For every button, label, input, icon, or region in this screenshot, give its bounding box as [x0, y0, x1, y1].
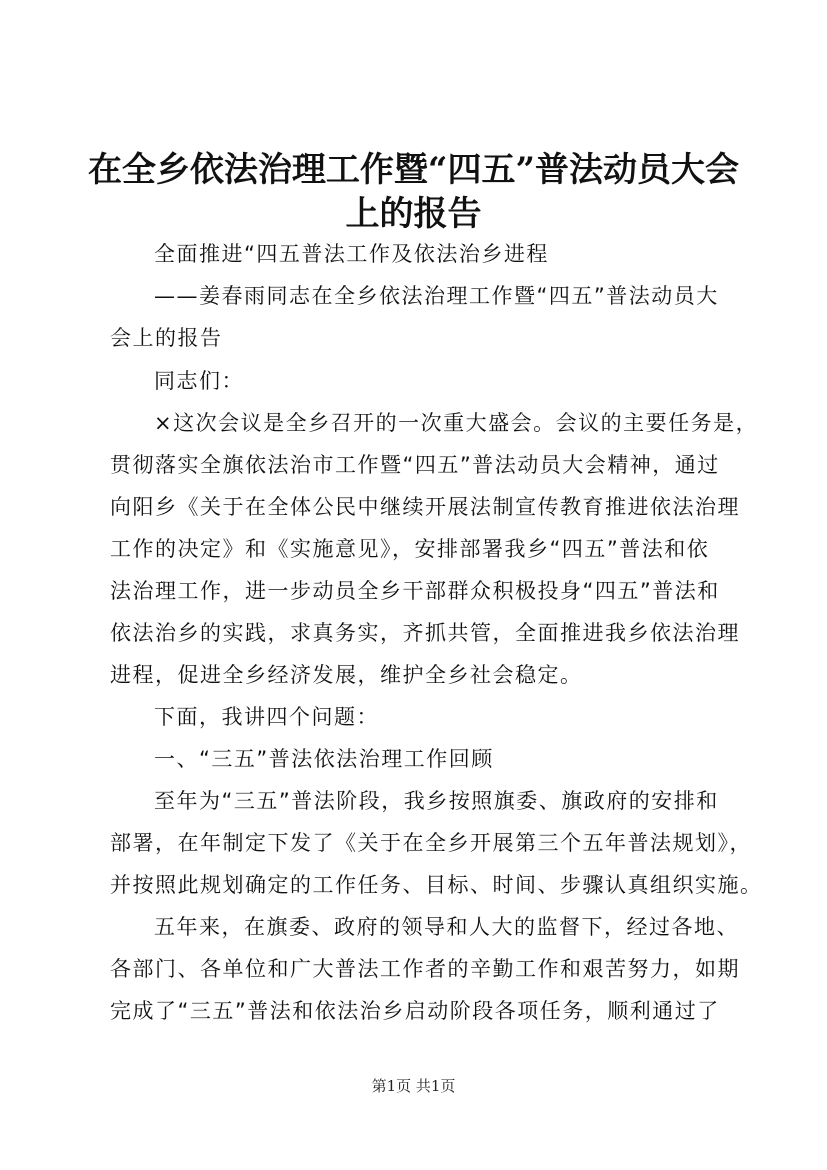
- page-number-footer: 第1页 共1页: [371, 1077, 456, 1095]
- salutation: 同志们：: [154, 369, 244, 393]
- paragraph-line: 法治理工作，进一步动员全乡干部群众积极投身“四五”普法和: [110, 579, 720, 603]
- paragraph-line: 工作的决定》和《实施意见》，安排部署我乡“四五”普法和依: [110, 537, 710, 561]
- paragraph-line: 贯彻落实全旗依法治市工作暨“四五”普法动员大会精神，通过: [110, 453, 720, 477]
- paragraph-line: 完成了“三五”普法和依法治乡启动阶段各项任务，顺利通过了: [110, 999, 720, 1023]
- paragraph-line: 五年来，在旗委、政府的领导和人大的监督下，经过各地、: [154, 915, 739, 939]
- subtitle-line: 全面推进“四五普法工作及依法治乡进程: [154, 242, 549, 266]
- paragraph-line: 依法治乡的实践，求真务实，齐抓共管，全面推进我乡依法治理: [110, 621, 740, 645]
- paragraph-line: 至年为“三五”普法阶段，我乡按照旗委、旗政府的安排和: [154, 789, 719, 813]
- section-heading: 一、“三五”普法依法治理工作回顾: [154, 747, 494, 771]
- paragraph-line: ×这次会议是全乡召开的一次重大盛会。会议的主要任务是，: [154, 411, 759, 435]
- speaker-line: ——姜春雨同志在全乡依法治理工作暨“四五”普法动员大: [154, 284, 719, 308]
- document-title-line-1: 在全乡依法治理工作暨“四五”普法动员大会: [87, 150, 740, 190]
- paragraph-line: 下面，我讲四个问题：: [154, 705, 379, 729]
- speaker-line-cont: 会上的报告: [110, 326, 223, 350]
- paragraph-line: 并按照此规划确定的工作任务、目标、时间、步骤认真组织实施。: [110, 873, 763, 897]
- paragraph-line: 部署，在年制定下发了《关于在全乡开展第三个五年普法规划》，: [110, 831, 752, 855]
- paragraph-line: 各部门、各单位和广大普法工作者的辛勤工作和艰苦努力，如期: [110, 957, 740, 981]
- document-title-line-2: 上的报告: [345, 194, 482, 234]
- paragraph-line: 向阳乡《关于在全体公民中继续开展法制宣传教育推进依法治理: [110, 495, 740, 519]
- paragraph-line: 进程，促进全乡经济发展，维护全乡社会稳定。: [110, 663, 583, 687]
